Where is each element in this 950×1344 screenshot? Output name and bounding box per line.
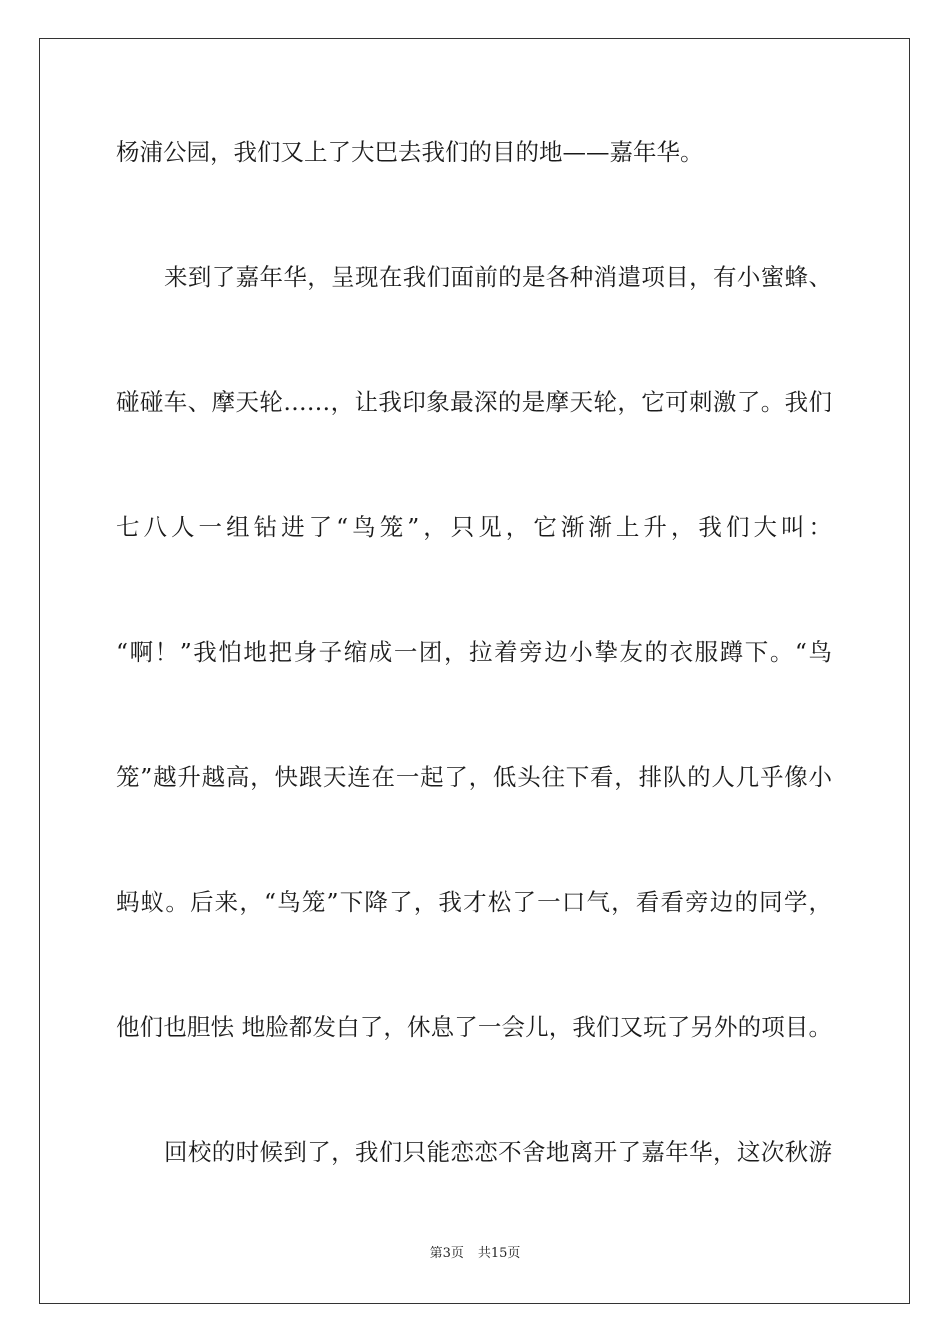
page-total: 共15页 — [477, 1246, 521, 1261]
page-footer — [0, 1246, 950, 1262]
page-border — [39, 38, 910, 1304]
text-line-6: 笼”越升越高，快跟天连在一起了，低头往下看，排队的人几乎像小 — [116, 763, 832, 791]
text-line-3: 碰碰车、摩天轮……，让我印象最深的是摩天轮，它可刺激了。我们 — [116, 388, 832, 416]
text-line-4: 七八人一组钻进了“鸟笼”，只见，它渐渐上升，我们大叫： — [116, 513, 832, 541]
text-line-7: 蚂蚁。后来，“鸟笼”下降了，我才松了一口气，看看旁边的同学， — [116, 888, 832, 916]
text-line-2: 来到了嘉年华，呈现在我们面前的是各种消遣项目，有小蜜蜂、 — [164, 263, 832, 291]
text-line-8: 他们也胆怯 地脸都发白了，休息了一会儿，我们又玩了另外的项目。 — [116, 1013, 832, 1041]
text-line-1: 杨浦公园，我们又上了大巴去我们的目的地——嘉年华。 — [116, 138, 704, 166]
page-number: 第3页 — [429, 1246, 464, 1261]
text-line-9: 回校的时候到了，我们只能恋恋不舍地离开了嘉年华，这次秋游 — [164, 1138, 832, 1166]
text-line-5: “啊！”我怕地把身子缩成一团，拉着旁边小挚友的衣服蹲下。“鸟 — [116, 638, 832, 666]
